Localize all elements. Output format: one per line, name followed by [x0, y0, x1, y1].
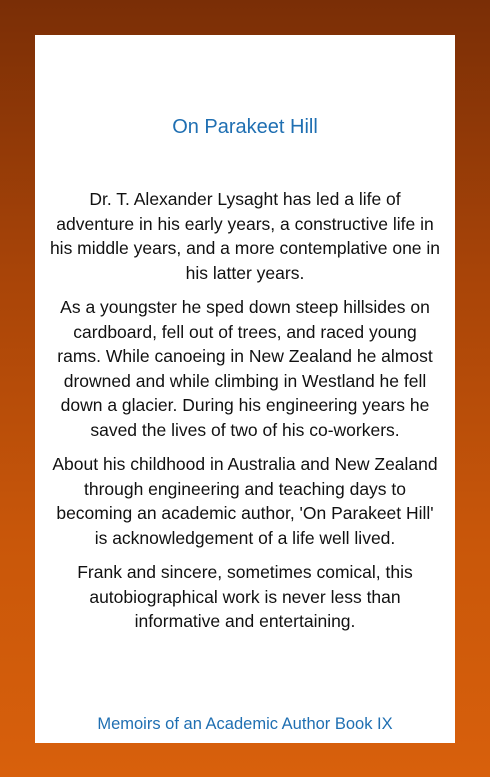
paragraph-intro: Dr. T. Alexander Lysaght has led a life of adventure in his early years, a constructive life in his middle years, and a more contemplative one in his latter years.: [49, 189, 441, 283]
paragraph-career: About his childhood in Australia and New Zealand through engineering and teaching days to becoming an academic author, 'On Parakeet Hill' is acknowledgement of a life well lived.: [52, 454, 438, 548]
series-label: Memoirs of an Academic Author Book IX: [97, 715, 393, 733]
paragraph-adventures: As a youngster he sped down steep hillsides on cardboard, fell out of trees, and raced young rams. While canoeing in New Zealand he almost drowned and while climbing in Westland he fell down a glacier. During his engineering years he saved the lives of two of his co-workers.: [57, 297, 433, 440]
content-panel: [35, 35, 455, 743]
description-text: [49, 187, 441, 644]
page-title: On Parakeet Hill: [172, 116, 318, 138]
paragraph-summary: Frank and sincere, sometimes comical, this autobiographical work is never less than informative and entertaining.: [77, 562, 413, 631]
